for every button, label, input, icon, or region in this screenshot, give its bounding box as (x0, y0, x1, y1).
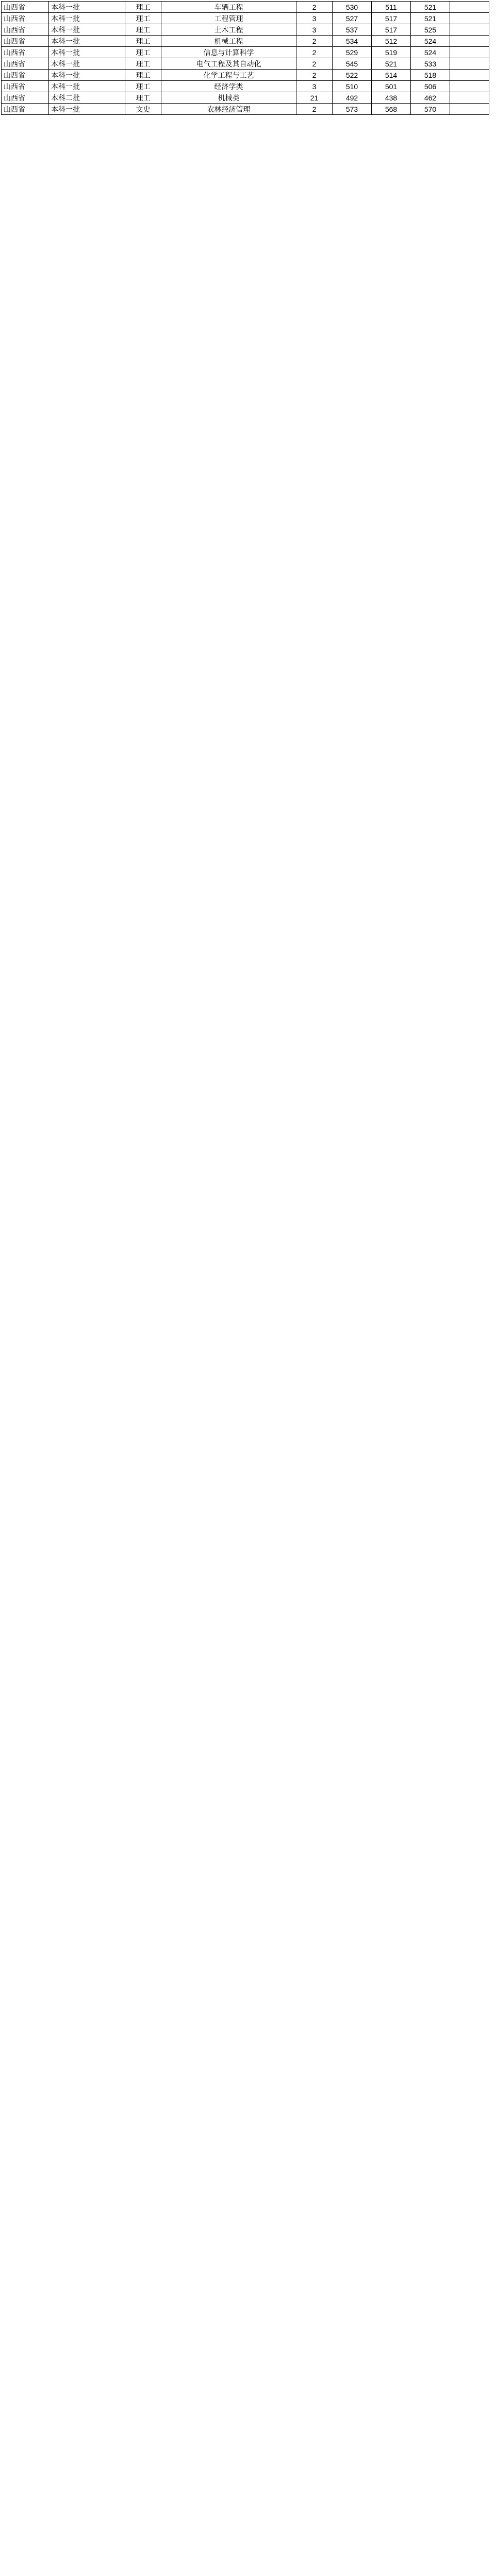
table-cell: 山西省 (2, 81, 49, 92)
table-row (2, 47, 489, 58)
table-cell: 522 (333, 70, 372, 81)
table-cell: 工程管理 (161, 13, 296, 24)
table-cell: 534 (333, 36, 372, 47)
table-cell: 理工 (125, 2, 161, 13)
table-row (2, 81, 489, 92)
table-cell: 438 (372, 92, 411, 104)
table-cell: 山西省 (2, 104, 49, 115)
table-cell: 2 (296, 104, 333, 115)
table-cell: 信息与计算科学 (161, 47, 296, 58)
table-cell: 2 (296, 2, 333, 13)
table-cell (450, 36, 489, 47)
table-cell: 537 (333, 24, 372, 36)
table-cell: 568 (372, 104, 411, 115)
table-cell: 山西省 (2, 2, 49, 13)
table-cell: 2 (296, 70, 333, 81)
table-cell (450, 70, 489, 81)
table-cell: 山西省 (2, 24, 49, 36)
table-cell: 521 (411, 13, 450, 24)
table-cell: 524 (411, 36, 450, 47)
table-row (2, 24, 489, 36)
table-cell: 525 (411, 24, 450, 36)
table-cell: 492 (333, 92, 372, 104)
table-cell: 理工 (125, 47, 161, 58)
table-row (2, 58, 489, 70)
table-cell: 本科一批 (49, 2, 125, 13)
table-cell: 化学工程与工艺 (161, 70, 296, 81)
table-cell: 山西省 (2, 58, 49, 70)
table-cell: 511 (372, 2, 411, 13)
table-cell: 山西省 (2, 47, 49, 58)
table-cell: 本科一批 (49, 24, 125, 36)
table-cell: 517 (372, 24, 411, 36)
table-row (2, 2, 489, 13)
table-cell: 本科二批 (49, 92, 125, 104)
table-cell: 理工 (125, 92, 161, 104)
table-cell: 2 (296, 47, 333, 58)
table-cell: 21 (296, 92, 333, 104)
table-row (2, 13, 489, 24)
table-cell: 3 (296, 24, 333, 36)
table-cell: 理工 (125, 58, 161, 70)
table-cell: 理工 (125, 13, 161, 24)
table-cell: 573 (333, 104, 372, 115)
table-cell: 山西省 (2, 36, 49, 47)
table-cell: 本科一批 (49, 36, 125, 47)
table-row (2, 92, 489, 104)
table-cell: 理工 (125, 70, 161, 81)
admission-score-table (1, 1, 489, 115)
table-cell: 经济学类 (161, 81, 296, 92)
table-cell: 理工 (125, 36, 161, 47)
table-cell: 本科一批 (49, 81, 125, 92)
table-row (2, 104, 489, 115)
table-cell: 506 (411, 81, 450, 92)
table-cell: 理工 (125, 81, 161, 92)
table-cell: 本科一批 (49, 104, 125, 115)
table-cell (450, 81, 489, 92)
table-cell: 524 (411, 47, 450, 58)
table-cell: 本科一批 (49, 58, 125, 70)
table-cell: 山西省 (2, 13, 49, 24)
table-cell: 车辆工程 (161, 2, 296, 13)
table-cell: 545 (333, 58, 372, 70)
table-cell: 机械工程 (161, 36, 296, 47)
table-cell (450, 2, 489, 13)
table-cell: 本科一批 (49, 13, 125, 24)
table-cell: 530 (333, 2, 372, 13)
table-cell: 529 (333, 47, 372, 58)
table-cell: 521 (372, 58, 411, 70)
table-cell: 533 (411, 58, 450, 70)
table-cell: 527 (333, 13, 372, 24)
table-row (2, 70, 489, 81)
table-cell (450, 92, 489, 104)
table-cell: 山西省 (2, 70, 49, 81)
table-row (2, 36, 489, 47)
table-cell: 本科一批 (49, 47, 125, 58)
table-cell: 462 (411, 92, 450, 104)
table-cell: 512 (372, 36, 411, 47)
table-cell: 501 (372, 81, 411, 92)
table-cell: 机械类 (161, 92, 296, 104)
table-cell: 本科一批 (49, 70, 125, 81)
table-cell: 2 (296, 58, 333, 70)
table-cell: 517 (372, 13, 411, 24)
table-cell: 土木工程 (161, 24, 296, 36)
table-cell (450, 58, 489, 70)
table-cell: 510 (333, 81, 372, 92)
table-cell: 514 (372, 70, 411, 81)
table-cell (450, 24, 489, 36)
table-cell: 山西省 (2, 92, 49, 104)
table-cell: 农林经济管理 (161, 104, 296, 115)
table-cell: 3 (296, 13, 333, 24)
table-cell (450, 47, 489, 58)
table-cell: 570 (411, 104, 450, 115)
table-cell: 3 (296, 81, 333, 92)
table-cell: 2 (296, 36, 333, 47)
table-cell: 519 (372, 47, 411, 58)
table-cell (450, 104, 489, 115)
table-cell: 理工 (125, 24, 161, 36)
table-cell: 518 (411, 70, 450, 81)
table-cell: 电气工程及其自动化 (161, 58, 296, 70)
table-cell: 文史 (125, 104, 161, 115)
table-cell: 521 (411, 2, 450, 13)
table-cell (450, 13, 489, 24)
table-body (2, 2, 489, 115)
